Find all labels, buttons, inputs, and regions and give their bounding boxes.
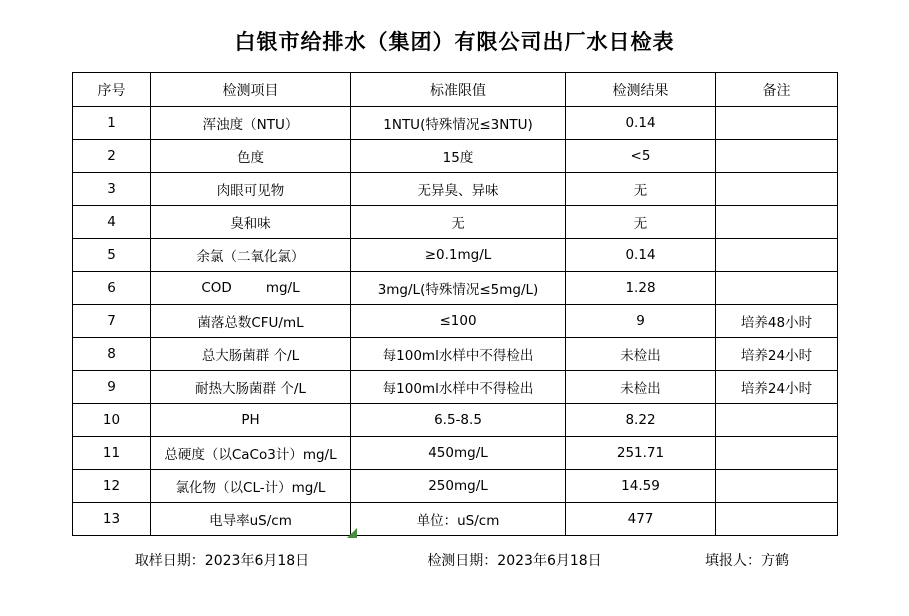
cell-limit: 3mg/L(特殊情况≤5mg/L) (351, 272, 566, 305)
table-header-row (73, 73, 838, 107)
cell-no: 6 (73, 272, 151, 305)
cell-remark (716, 173, 838, 206)
page-title: 白银市给排水（集团）有限公司出厂水日检表 (234, 30, 675, 54)
cell-limit: 450mg/L (351, 437, 566, 470)
cell-item: 菌落总数CFU/mL (151, 305, 351, 338)
cell-item: 总硬度（以CaCo3计）mg/L (151, 437, 351, 470)
cell-remark (716, 272, 838, 305)
table-row (73, 239, 838, 272)
cell-limit: ≤100 (351, 305, 566, 338)
table-row (73, 107, 838, 140)
cell-limit: 单位：uS/cm (351, 503, 566, 536)
table-row (73, 272, 838, 305)
cell-item: 肉眼可见物 (151, 173, 351, 206)
cell-item: 浑浊度（NTU） (151, 107, 351, 140)
cell-limit: ≥0.1mg/L (351, 239, 566, 272)
cell-result: 未检出 (566, 371, 716, 404)
cell-no: 5 (73, 239, 151, 272)
cell-item: 色度 (151, 140, 351, 173)
cell-item (151, 272, 351, 305)
cell-result: 251.71 (566, 437, 716, 470)
table-row (73, 437, 838, 470)
table-row (73, 470, 838, 503)
cell-remark: 培养24小时 (716, 338, 838, 371)
column-header-no: 序号 (73, 73, 151, 107)
cell-limit: 无异臭、异味 (351, 173, 566, 206)
cell-result: 14.59 (566, 470, 716, 503)
cell-limit: 每100ml水样中不得检出 (351, 338, 566, 371)
cell-no: 13 (73, 503, 151, 536)
cell-remark (716, 437, 838, 470)
cell-remark (716, 503, 838, 536)
cell-no: 9 (73, 371, 151, 404)
cell-no: 10 (73, 404, 151, 437)
cell-no: 8 (73, 338, 151, 371)
table-header (73, 73, 838, 107)
table-body (73, 107, 838, 536)
cell-item-inner (153, 280, 348, 296)
sampling-date: 取样日期：2023年6月18日 (134, 553, 310, 569)
cell-remark (716, 470, 838, 503)
column-header-item: 检测项目 (151, 73, 351, 107)
cell-limit: 无 (351, 206, 566, 239)
cell-remark (716, 107, 838, 140)
cell-result: 477 (566, 503, 716, 536)
report-table-wrapper (0, 72, 909, 536)
cell-remark: 培养48小时 (716, 305, 838, 338)
table-row (73, 206, 838, 239)
cell-no: 11 (73, 437, 151, 470)
cell-item-label: COD (201, 280, 232, 296)
cell-limit: 250mg/L (351, 470, 566, 503)
cell-result: <5 (566, 140, 716, 173)
column-header-remark: 备注 (716, 73, 838, 107)
cell-result: 0.14 (566, 107, 716, 140)
cell-no: 12 (73, 470, 151, 503)
cell-no: 3 (73, 173, 151, 206)
cell-item-unit: mg/L (265, 280, 300, 296)
table-row (73, 338, 838, 371)
cell-result: 无 (566, 173, 716, 206)
cell-result: 8.22 (566, 404, 716, 437)
cell-result: 1.28 (566, 272, 716, 305)
green-triangle-marker (347, 528, 357, 538)
reporter: 填报人：方鹤 (705, 553, 789, 569)
cell-limit: 6.5-8.5 (351, 404, 566, 437)
cell-item: 臭和味 (151, 206, 351, 239)
cell-item: 耐热大肠菌群 个/L (151, 371, 351, 404)
cell-remark (716, 140, 838, 173)
cell-no: 1 (73, 107, 151, 140)
cell-item: 氯化物（以CL-计）mg/L (151, 470, 351, 503)
cell-remark (716, 206, 838, 239)
table-row (73, 173, 838, 206)
table-row (73, 140, 838, 173)
cell-result: 未检出 (566, 338, 716, 371)
cell-result: 无 (566, 206, 716, 239)
table-row (73, 371, 838, 404)
cell-remark (716, 404, 838, 437)
column-header-limit: 标准限值 (351, 73, 566, 107)
cell-item: 总大肠菌群 个/L (151, 338, 351, 371)
cell-limit: 1NTU(特殊情况≤3NTU) (351, 107, 566, 140)
cell-no: 4 (73, 206, 151, 239)
table-row (73, 305, 838, 338)
table-row (73, 503, 838, 536)
cell-result: 9 (566, 305, 716, 338)
document-footer (0, 550, 909, 570)
cell-remark (716, 239, 838, 272)
water-quality-table (72, 72, 838, 536)
cell-result: 0.14 (566, 239, 716, 272)
cell-remark: 培养24小时 (716, 371, 838, 404)
cell-no: 2 (73, 140, 151, 173)
cell-item: 电导率uS/cm (151, 503, 351, 536)
cell-no: 7 (73, 305, 151, 338)
cell-limit: 每100ml水样中不得检出 (351, 371, 566, 404)
cell-limit: 15度 (351, 140, 566, 173)
cell-item: PH (151, 404, 351, 437)
table-row (73, 404, 838, 437)
column-header-result: 检测结果 (566, 73, 716, 107)
cell-item: 余氯（二氧化氯） (151, 239, 351, 272)
test-date: 检测日期：2023年6月18日 (427, 553, 602, 569)
